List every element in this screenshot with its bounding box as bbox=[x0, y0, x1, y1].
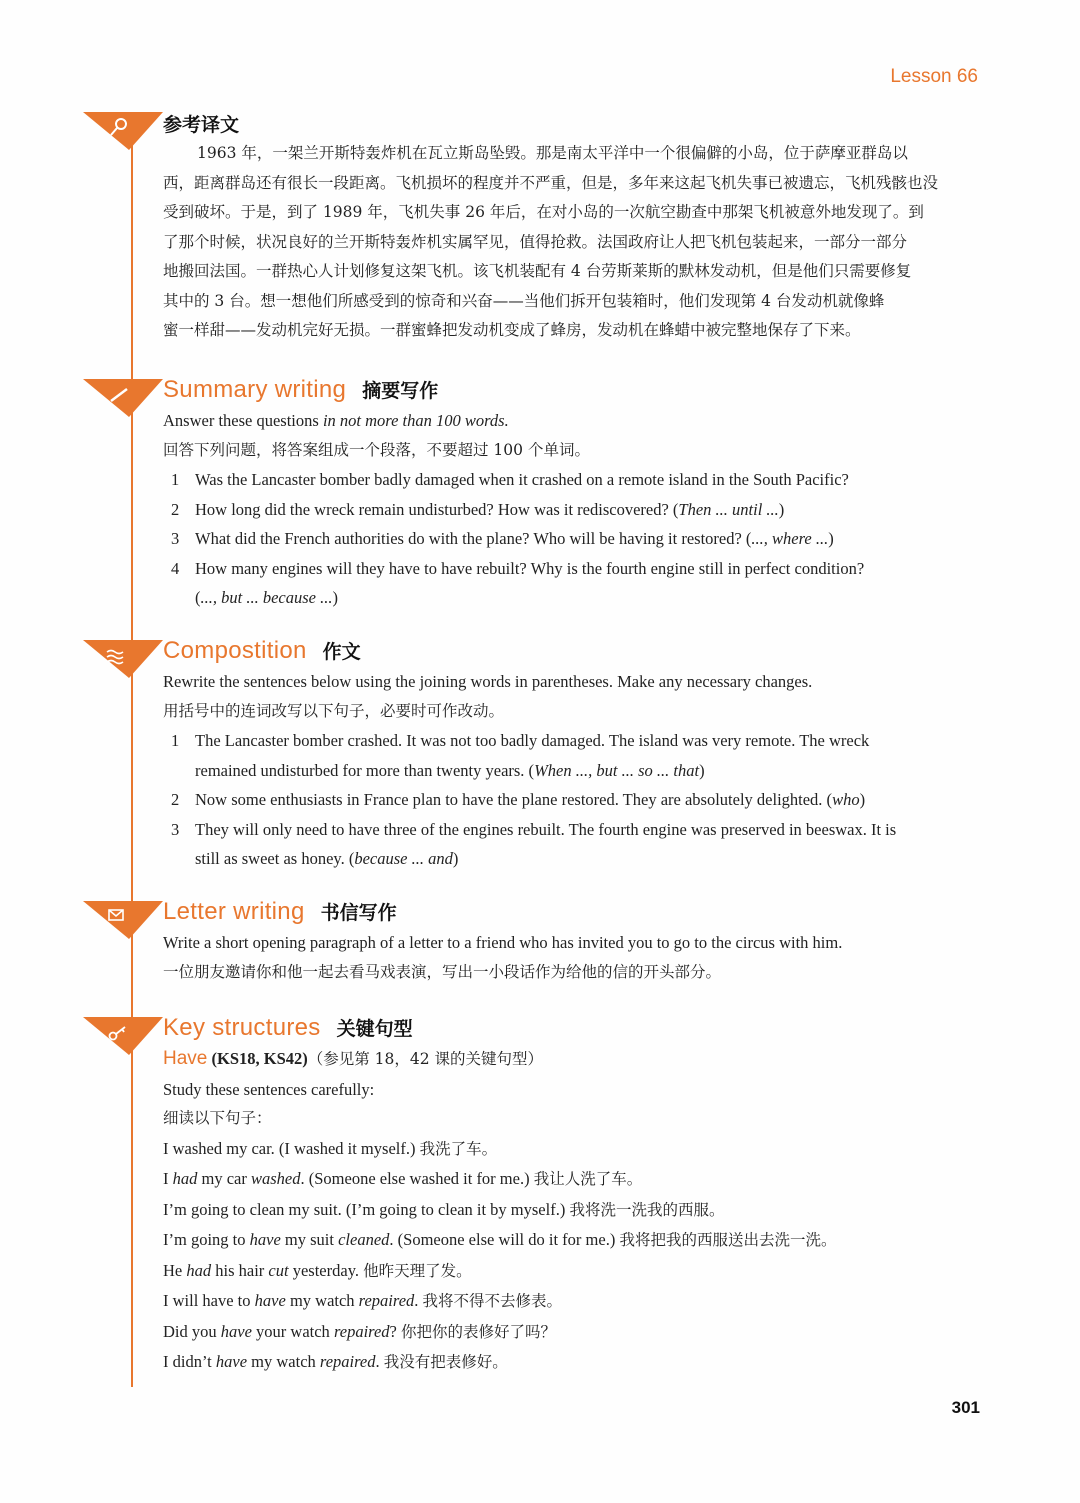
composition-section bbox=[163, 637, 982, 874]
list-item: 2 How long did the wreck remain undisturbed? How was it rediscovered? (Then ... until ...) bbox=[171, 499, 785, 519]
study-instruction: Study these sentences carefully: bbox=[163, 1079, 375, 1099]
section-marker-summary bbox=[83, 377, 163, 417]
letter-title-zh: 书信写作 bbox=[320, 902, 397, 924]
section-marker-translation bbox=[83, 110, 163, 150]
list-item: 1 Was the Lancaster bomber badly damaged when it crashed on a remote island in the South Pacific? bbox=[171, 470, 849, 489]
composition-instruction-zh: 用括号中的连词改写以下句子，必要时可作改动。 bbox=[163, 701, 505, 720]
example-sentence: I had my car washed. (Someone else washed it for me.) 我让人洗了车。 bbox=[163, 1169, 643, 1188]
composition-instruction: Rewrite the sentences below using the joining words in parentheses. Make any necessary changes. bbox=[163, 672, 813, 691]
translation-title: 参考译文 bbox=[163, 114, 240, 136]
summary-title-zh: 摘要写作 bbox=[362, 380, 439, 402]
letter-instruction: Write a short opening paragraph of a letter to a friend who has invited you to go to the circus with him. bbox=[163, 933, 843, 952]
key-structures-title: Key structures bbox=[163, 1014, 321, 1041]
summary-questions bbox=[163, 465, 982, 613]
list-item: 3 They will only need to have three of the engines rebuilt. The fourth engine was preserved in beeswax. It is still as sweet as honey. (because ... and) bbox=[171, 819, 897, 868]
study-instruction-zh: 细读以下句子： bbox=[163, 1109, 272, 1127]
example-sentence: He had his hair cut yesterday. 他昨天理了发。 bbox=[163, 1260, 472, 1280]
summary-section bbox=[163, 376, 982, 613]
example-sentence: I will have to have my watch repaired. 我将不得不去修表。 bbox=[163, 1291, 563, 1310]
section-marker-key bbox=[83, 1015, 163, 1055]
composition-title-zh: 作文 bbox=[322, 641, 361, 663]
example-sentence: I didn’t have my watch repaired. 我没有把表修好。 bbox=[163, 1352, 508, 1371]
list-item: 4 How many engines will they have to have rebuilt? Why is the fourth engine still in perfect condition? (..., but ... because ...) bbox=[171, 558, 865, 607]
lesson-label: Lesson 66 bbox=[890, 66, 978, 87]
translation-line: 1963 年，一架兰开斯特轰炸机在瓦立斯岛坠毁。那是南太平洋中一个很偏僻的小岛，位于萨摩亚群岛以 bbox=[197, 144, 908, 162]
key-structures-title-zh: 关键句型 bbox=[336, 1018, 413, 1040]
translation-line: 西，距离群岛还有很长一段距离。飞机损坏的程度并不严重，但是，多年来这起飞机失事已被遗忘，飞机残骸也没 bbox=[163, 173, 939, 192]
list-item: 3 What did the French authorities do with the plane? Who will be having it restored? (..., where ...) bbox=[171, 529, 834, 548]
translation-body bbox=[163, 139, 982, 346]
translation-line: 了那个时候，状况良好的兰开斯特轰炸机实属罕见，值得抢救。法国政府让人把飞机包装起来，一部分一部分 bbox=[163, 232, 908, 251]
section-marker-letter bbox=[83, 899, 163, 939]
example-sentence: I washed my car. (I washed it myself.) 我洗了车。 bbox=[163, 1138, 498, 1158]
letter-title: Letter writing bbox=[163, 898, 305, 925]
example-sentence: I’m going to clean my suit. (I’m going to clean it by myself.) 我将洗一洗我的西服。 bbox=[163, 1199, 725, 1219]
translation-line: 地搬回法国。一群热心人计划修复这架飞机。该飞机装配有 4 台劳斯莱斯的默林发动机，但是他们只需要修复 bbox=[163, 262, 912, 280]
letter-instruction-zh: 一位朋友邀请你和他一起去看马戏表演，写出一小段话作为给他的信的开头部分。 bbox=[163, 962, 722, 981]
list-item: 2 Now some enthusiasts in France plan to have the plane restored. They are absolutely delighted. (who) bbox=[171, 790, 866, 809]
section-marker-composition bbox=[83, 638, 163, 678]
example-sentence: Did you have your watch repaired? 你把你的表修好了吗？ bbox=[163, 1321, 557, 1341]
translation-section bbox=[163, 110, 982, 346]
composition-sentences bbox=[163, 726, 982, 874]
margin-rule bbox=[131, 112, 133, 1387]
letter-section bbox=[163, 898, 982, 987]
summary-instruction: Answer these questions in not more than 100 words. bbox=[163, 411, 509, 430]
list-item: 1 The Lancaster bomber crashed. It was not too badly damaged. The island was very remote. The wreck remained undisturbed for more than twenty years. (When ..., but ... so ... that) bbox=[171, 731, 870, 780]
page-number: 301 bbox=[951, 1398, 980, 1417]
translation-line: 其中的 3 台。想一想他们所感受到的惊奇和兴奋——当他们拆开包装箱时，他们发现第 4 台发动机就像蜂 bbox=[163, 291, 885, 310]
composition-title: Compostition bbox=[163, 637, 307, 664]
key-structures-subheading: Have (KS18, KS42)（参见第 18，42 课的关键句型） bbox=[163, 1048, 544, 1069]
summary-instruction-zh: 回答下列问题，将答案组成一个段落，不要超过 100 个单词。 bbox=[163, 440, 590, 459]
translation-line: 蜜一样甜——发动机完好无损。一群蜜蜂把发动机变成了蜂房，发动机在蜂蜡中被完整地保存了下来。 bbox=[163, 321, 861, 339]
summary-title: Summary writing bbox=[163, 376, 347, 403]
key-structures-section bbox=[163, 1014, 982, 1378]
example-sentence: I’m going to have my suit cleaned. (Someone else will do it for me.) 我将把我的西服送出去洗一洗。 bbox=[163, 1230, 837, 1249]
translation-line: 受到破坏。于是，到了 1989 年，飞机失事 26 年后，在对小岛的一次航空勘查中那架飞机被意外地发现了。到 bbox=[163, 203, 924, 221]
